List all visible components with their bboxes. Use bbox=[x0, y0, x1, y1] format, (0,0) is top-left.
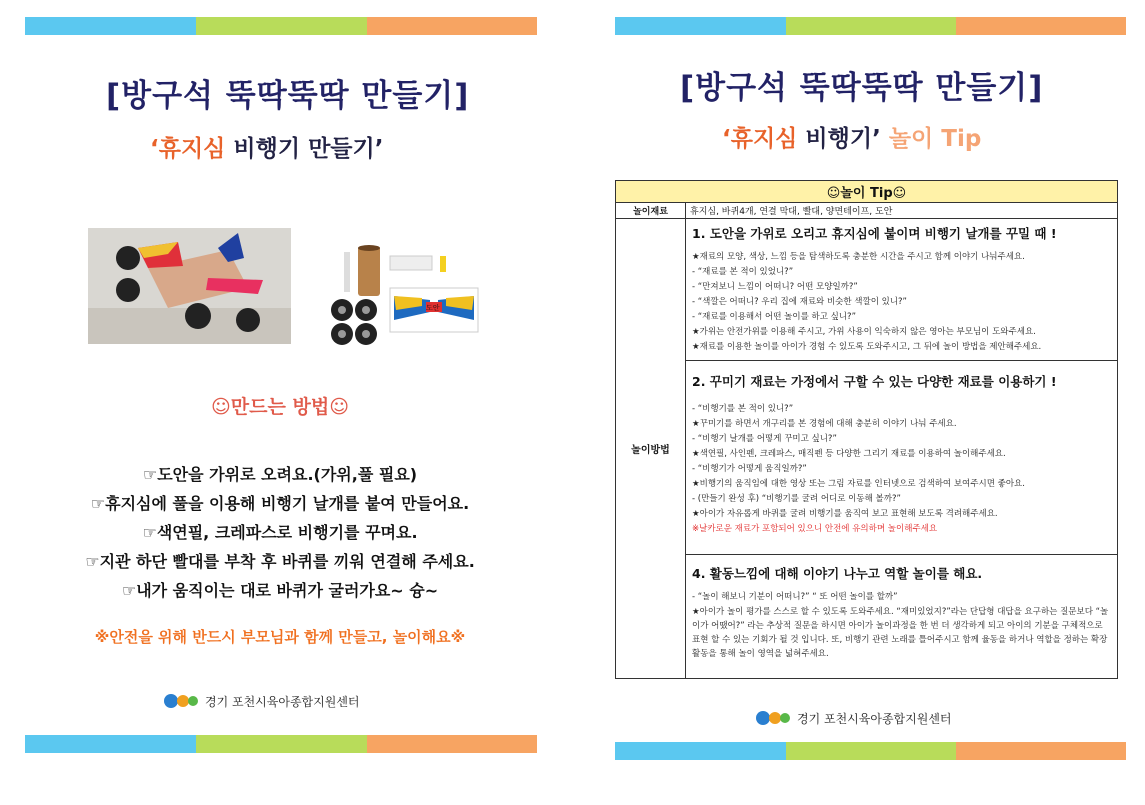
center-logo bbox=[163, 692, 360, 710]
section-line: - “만져보니 느낌이 어떠니? 어떤 모양일까?” bbox=[692, 282, 858, 292]
howto-title: ☺만드는 방법☺ bbox=[211, 396, 349, 418]
section-line: - “비행기 날개를 어떻게 꾸미고 싶니?” bbox=[692, 434, 837, 444]
section-heading: 4. 활동느낌에 대해 이야기 나누고 역할 놀이를 해요. bbox=[692, 566, 983, 581]
step-item: ☞도안을 가위로 오려요.(가위,풀 필요) bbox=[142, 465, 418, 484]
step-item: ☞지관 하단 빨대를 부착 후 바퀴를 끼워 연결해 주세요. bbox=[85, 552, 475, 571]
section-heading: 2. 꾸미기 재료는 가정에서 구할 수 있는 다양한 재료를 이용하기 ! bbox=[692, 374, 1057, 389]
center-logo-text: 경기 포천시육아종합지원센터 bbox=[205, 694, 360, 709]
safety-note: ※날카로운 재료가 포함되어 있으니 안전에 유의하며 놀이해주세요 bbox=[692, 524, 938, 534]
center-logo bbox=[755, 709, 952, 727]
materials-image bbox=[322, 240, 482, 348]
section-line: - “비행기를 본 적이 있니?” bbox=[692, 404, 794, 414]
method-label: 놀이방법 bbox=[616, 219, 686, 679]
section-line: - “비행기가 어떻게 움직일까?” bbox=[692, 464, 807, 474]
svg-text:도안: 도안 bbox=[426, 304, 440, 312]
tip-section-3 bbox=[686, 555, 1118, 679]
materials-label: 놀이재료 bbox=[616, 203, 686, 219]
section-line: ★가위는 안전가위를 이용해 주시고, 가위 사용이 익숙하지 않은 영아는 부모님이 도와주세요. bbox=[692, 327, 1036, 337]
tip-section-1 bbox=[686, 219, 1118, 361]
tip-section-2 bbox=[686, 361, 1118, 555]
top-color-stripe bbox=[25, 17, 537, 35]
center-logo-text: 경기 포천시육아종합지원센터 bbox=[797, 711, 952, 726]
section-line: - “색깔은 어떠니? 우리 집에 재료와 비슷한 색깔이 있니?” bbox=[692, 297, 907, 307]
page-title: [방구석 뚝딱뚝딱 만들기] bbox=[680, 70, 1044, 106]
steps-list bbox=[0, 460, 560, 605]
left-page bbox=[0, 0, 560, 805]
center-logo-icon bbox=[163, 692, 199, 710]
bottom-color-stripe bbox=[25, 735, 537, 753]
airplane-photo bbox=[88, 228, 291, 344]
section-line: - “재료를 본 적이 있었니?” bbox=[692, 267, 794, 277]
section-line: ★재료를 이용한 놀이를 아이가 경험 수 있도록 도와주시고, 그 뒤에 놀이 방법을 제안해주세요. bbox=[692, 342, 1042, 352]
top-color-stripe bbox=[615, 17, 1126, 35]
step-item: ☞색연필, 크레파스로 비행기를 꾸며요. bbox=[142, 523, 418, 542]
page-subtitle: ‘휴지심 비행기 만들기’ bbox=[150, 136, 384, 162]
tip-table-header: ☺놀이 Tip☺ bbox=[616, 181, 1118, 203]
tip-table bbox=[615, 180, 1118, 679]
section-paragraph: ★아이가 놀이 평가를 스스로 할 수 있도록 도와주세요. “재미있었지?”라는 단답형 대답을 요구하는 질문보다 “놀이가 어땠어?” 라는 추상적 질문을 하시면 아이가 놀이과정을 한 번 더 생각하게 되고 아이의 기분을 구체적으로 표현 할 수 있는 기회가 될 것 입니다. 또, 비행기 관련 노래를 틀어주시고 함께 율동을 하거나 역할을 정하는 확장 활동을 통해 놀이 영역을 넓혀주세요. bbox=[692, 607, 1109, 659]
section-heading: 1. 도안을 가위로 오리고 휴지심에 붙이며 비행기 날개를 꾸밀 때 ! bbox=[692, 226, 1057, 241]
page-title: [방구석 뚝딱뚝딱 만들기] bbox=[106, 78, 470, 114]
section-line: ★색연필, 사인펜, 크레파스, 매직펜 등 다양한 그리기 재료를 이용하여 놀이해주세요. bbox=[692, 449, 1006, 459]
step-item: ☞내가 움직이는 대로 바퀴가 굴러가요~ 슝~ bbox=[121, 581, 439, 600]
materials-value: 휴지심, 바퀴4개, 연결 막대, 빨대, 양면테이프, 도안 bbox=[686, 203, 1118, 219]
section-line: ★재료의 모양, 색상, 느낌 등을 탐색하도록 충분한 시간을 주시고 함께 이야기 나눠주세요. bbox=[692, 252, 1025, 262]
section-line: - (만들기 완성 후) “비행기를 굴려 어디로 이동해 볼까?” bbox=[692, 494, 901, 504]
page-subtitle: ‘휴지심 비행기’ 놀이 Tip bbox=[722, 126, 982, 152]
section-line: ★비행기의 움직임에 대한 영상 또는 그림 자료를 인터넷으로 검색하여 보여주시면 좋아요. bbox=[692, 479, 1025, 489]
bottom-color-stripe bbox=[615, 742, 1126, 760]
section-line: - “놀이 해보니 기분이 어떠니?” “ 또 어떤 놀이를 할까” bbox=[692, 592, 898, 602]
section-line: ★아이가 자유롭게 바퀴를 굴려 비행기를 움직여 보고 표현해 보도록 격려해주세요. bbox=[692, 509, 998, 519]
section-line: - “재료를 이용해서 어떤 놀이를 하고 싶니?” bbox=[692, 312, 856, 322]
center-logo-icon bbox=[755, 709, 791, 727]
section-line: ★꾸미기를 하면서 개구리를 본 경험에 대해 충분히 이야기 나눠 주세요. bbox=[692, 419, 957, 429]
safety-warning: ※안전을 위해 반드시 부모님과 함께 만들고, 놀이해요※ bbox=[94, 628, 466, 646]
step-item: ☞휴지심에 풀을 이용해 비행기 날개를 붙여 만들어요. bbox=[90, 494, 470, 513]
